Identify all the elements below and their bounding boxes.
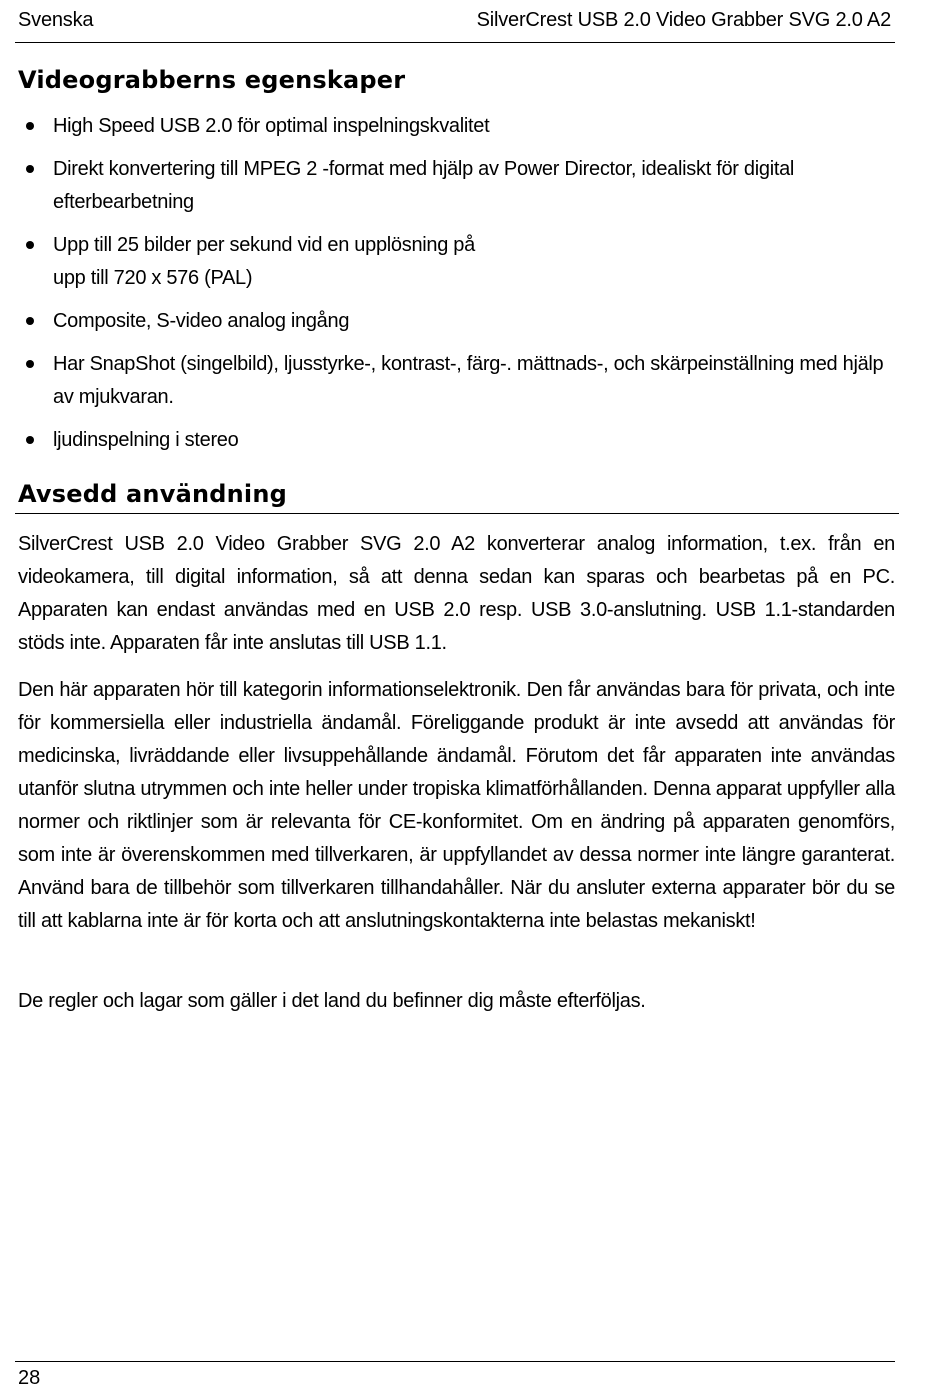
- footer-divider: [15, 1361, 895, 1362]
- page-number: 28: [18, 1367, 41, 1389]
- section-title-intended-use: Avsedd användning: [18, 480, 288, 508]
- page-header: [15, 0, 895, 43]
- bullet-icon: [26, 317, 34, 325]
- list-item-text: ljudinspelning i stereo: [53, 429, 239, 451]
- bullet-icon: [26, 436, 34, 444]
- section-title-features: Videograbberns egenskaper: [18, 66, 406, 94]
- header-product-title: SilverCrest USB 2.0 Video Grabber SVG 2.0 A2: [476, 9, 891, 31]
- bullet-icon: [26, 122, 34, 130]
- bullet-icon: [26, 360, 34, 368]
- list-item-text: Direkt konvertering till MPEG 2 -format med hjälp av Power Director, idealiskt för digital efterbearbetning: [53, 158, 795, 213]
- paragraph-usage-restrictions: Den här apparaten hör till kategorin informationselektronik. Den får användas bara för privata, och inte för kommersiella eller industriella ändamål. Föreliggande produkt är inte avsedd att användas för medicinska, livräddande eller livsuppehållande ändamål. Förutom det får apparaten inte användas utanför slutna utrymmen och inte heller under tropiska klimatförhållanden. Denna apparat uppfyller alla normer och riktlinjer som är relevanta för CE-konformitet. Om en ändring på apparaten genomförs, som inte är överenskommen med tillverkaren, är uppfyllandet av dessa normer inte längre garanterat. Använd bara de tillbehör som tillverkaren tillhandahåller. När du ansluter externa apparater bör du se till att kablarna inte är för korta och att anslutningskontakterna inte belastas mekaniskt!: [18, 679, 895, 932]
- list-item-text: Har SnapShot (singelbild), ljusstyrke-, kontrast-, färg-. mättnads-, och skärpeinställning med hjälp av mjukvaran.: [53, 353, 884, 408]
- list-item-text: Upp till 25 bilder per sekund vid en upplösning på upp till 720 x 576 (PAL): [53, 234, 475, 289]
- list-item-text: High Speed USB 2.0 för optimal inspelningskvalitet: [53, 115, 490, 137]
- paragraph-regulations: De regler och lagar som gäller i det land du befinner dig måste efterföljas.: [18, 990, 646, 1012]
- section-divider: [15, 513, 899, 514]
- paragraph-product-description: SilverCrest USB 2.0 Video Grabber SVG 2.0 A2 konverterar analog information, t.ex. från en videokamera, till digital information, så att denna sedan kan sparas och bearbetas på en PC. Apparaten kan endast användas med en USB 2.0 resp. USB 3.0-anslutning. USB 1.1-standarden stöds inte. Apparaten får inte anslutas till USB 1.1.: [18, 533, 895, 654]
- list-item-text: Composite, S-video analog ingång: [53, 310, 350, 332]
- header-language: Svenska: [18, 9, 94, 31]
- bullet-icon: [26, 165, 34, 173]
- bullet-icon: [26, 241, 34, 249]
